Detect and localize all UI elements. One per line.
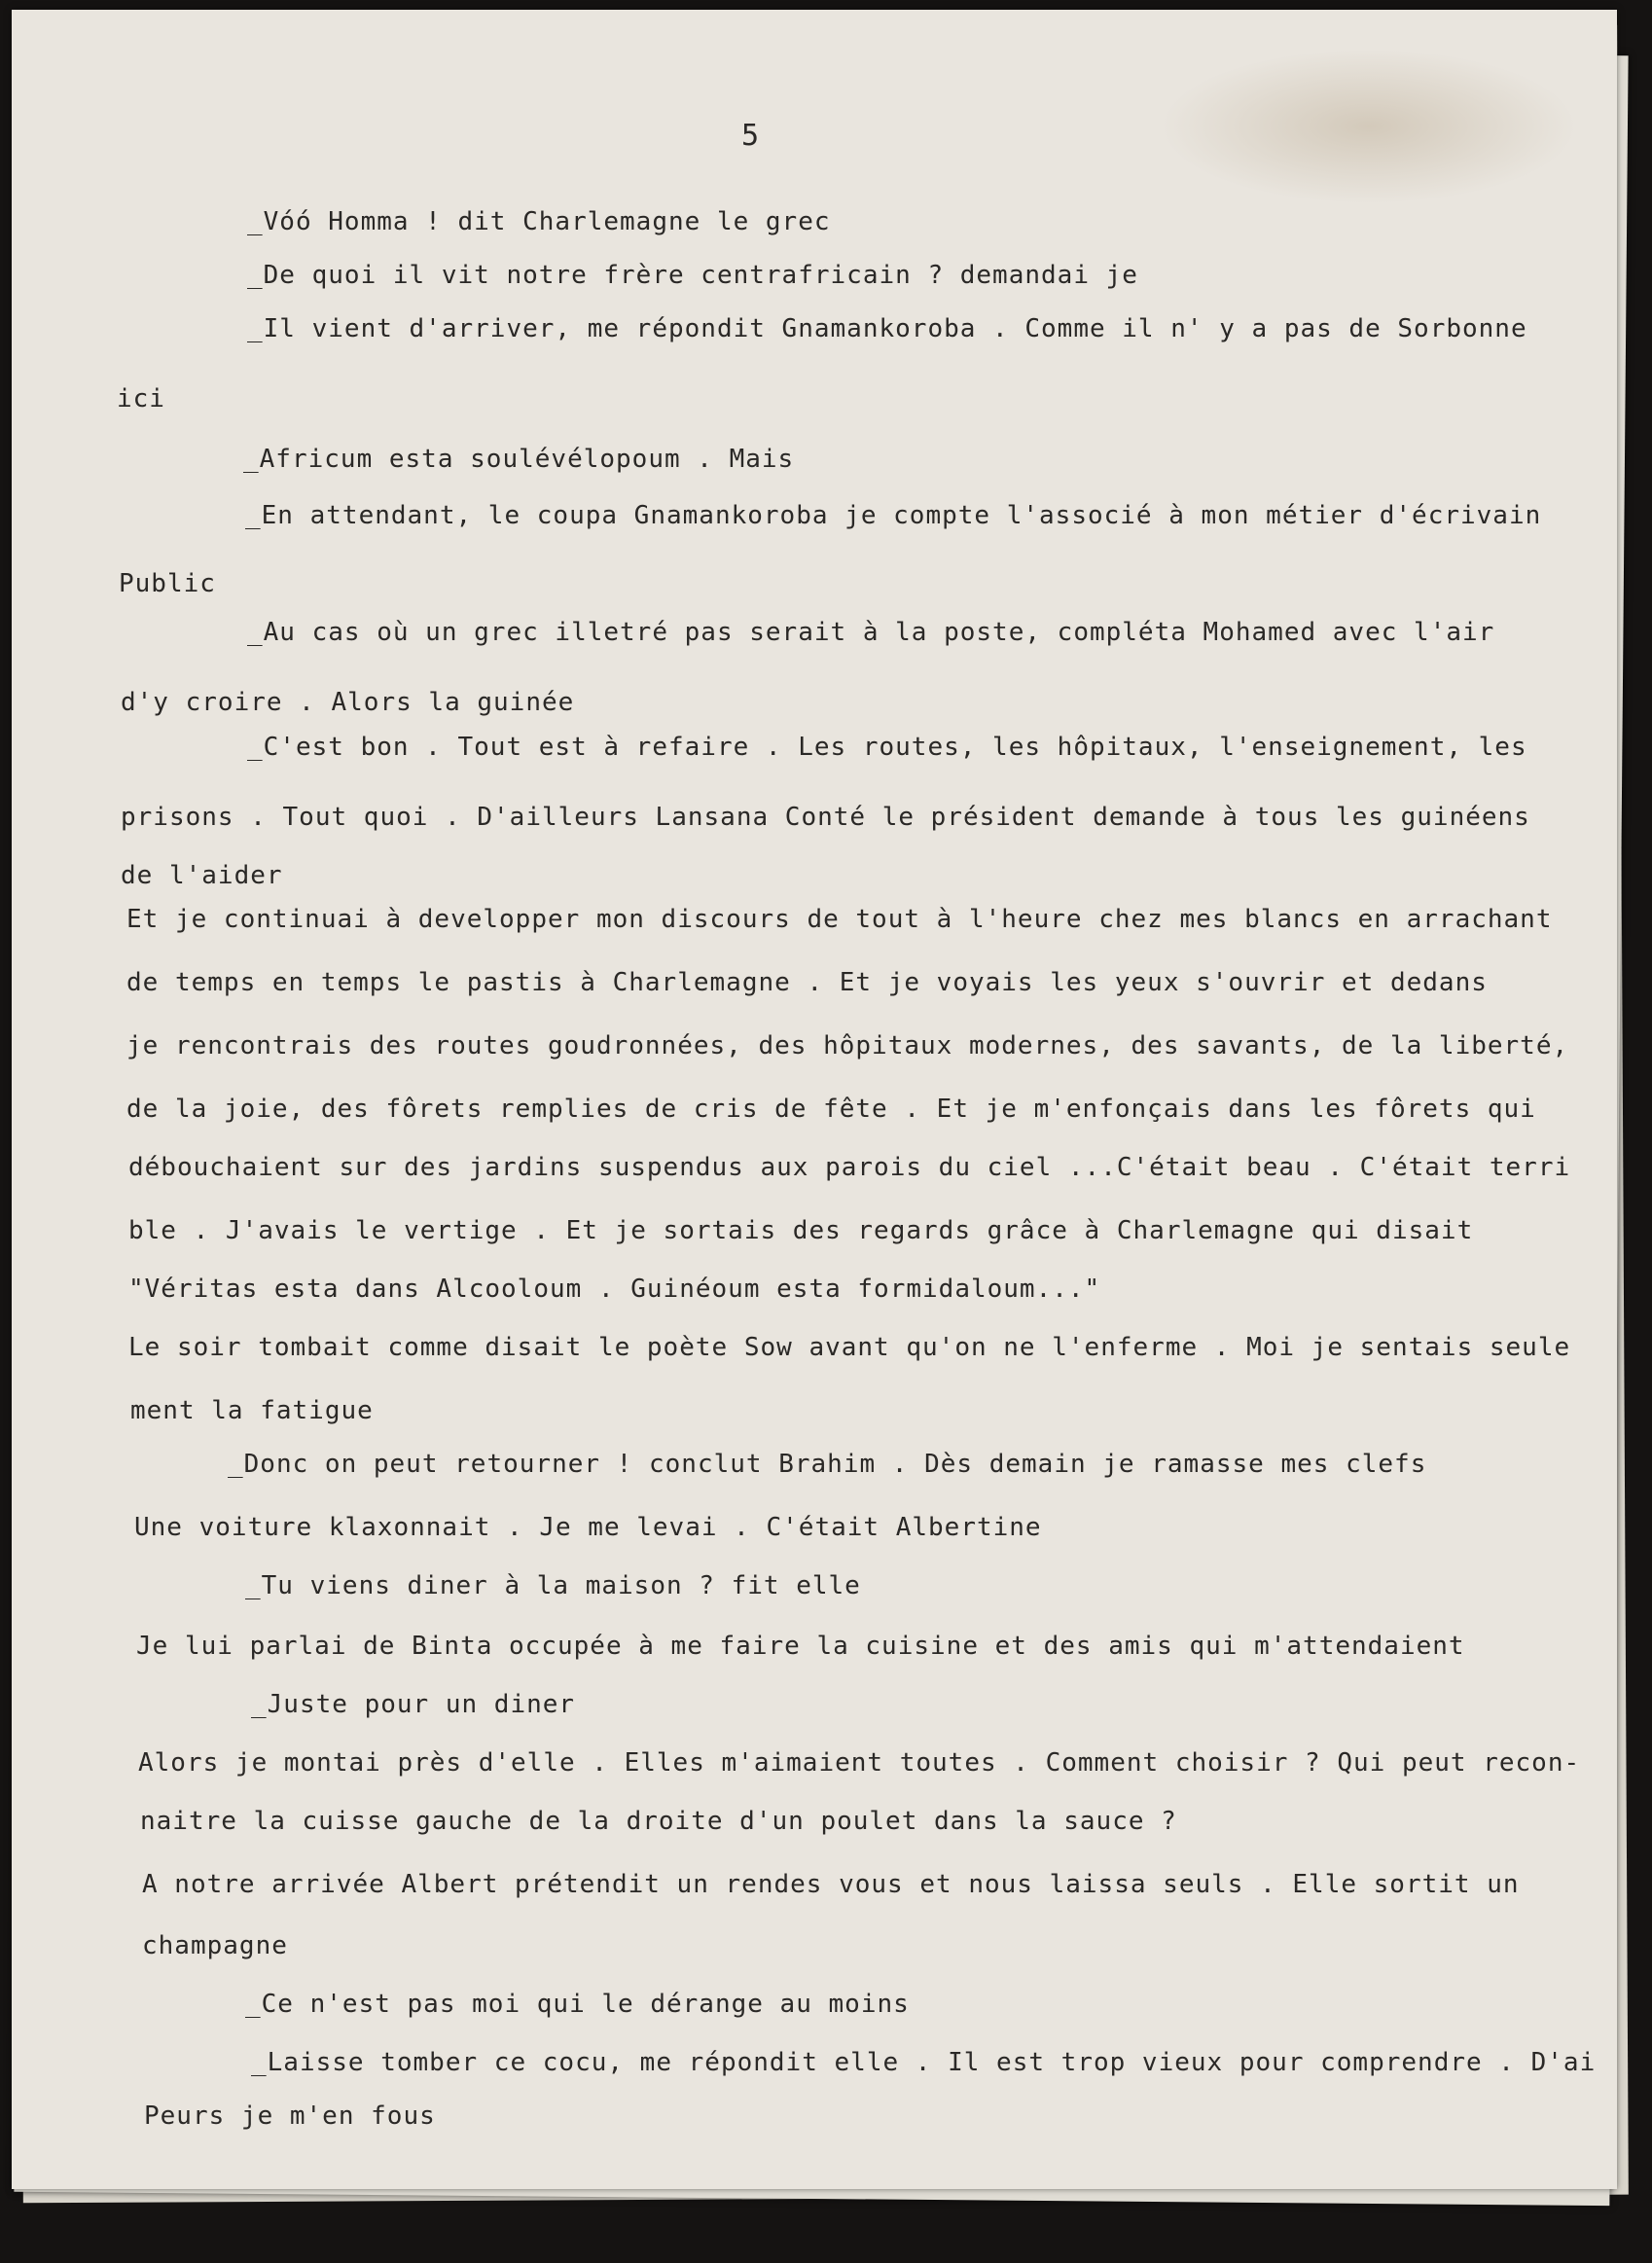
text-line: ici <box>117 384 165 413</box>
text-line: _Laisse tomber ce cocu, me répondit elle . Il est trop vieux pour comprendre . D'ai <box>251 2048 1597 2077</box>
text-line: Alors je montai près d'elle . Elles m'aimaient toutes . Comment choisir ? Qui peut recon- <box>138 1748 1581 1778</box>
water-stain <box>1160 49 1578 204</box>
text-line: A notre arrivée Albert prétendit un rendes vous et nous laissa seuls . Elle sortit un <box>142 1870 1520 1899</box>
text-line: prisons . Tout quoi . D'ailleurs Lansana Conté le président demande à tous les guinéens <box>121 803 1530 832</box>
text-line: _Au cas où un grec illetré pas serait à la poste, compléta Mohamed avec l'air <box>247 618 1495 647</box>
text-line: _Juste pour un diner <box>251 1690 576 1719</box>
text-line: ment la fatigue <box>130 1396 374 1425</box>
text-line: Et je continuai à developper mon discours de tout à l'heure chez mes blancs en arrachant <box>126 905 1553 934</box>
text-line: Je lui parlai de Binta occupée à me faire la cuisine et des amis qui m'attendaient <box>136 1632 1465 1661</box>
text-line: _Donc on peut retourner ! conclut Brahim . Dès demain je ramasse mes clefs <box>228 1450 1427 1479</box>
typed-page <box>12 10 1617 2189</box>
text-line: Public <box>119 569 216 598</box>
text-line: _Ce n'est pas moi qui le dérange au moins <box>245 1990 910 2019</box>
text-line: je rencontrais des routes goudronnées, des hôpitaux modernes, des savants, de la liberté, <box>126 1031 1569 1060</box>
text-line: Une voiture klaxonnait . Je me levai . C'était Albertine <box>134 1513 1042 1542</box>
text-line: _Il vient d'arriver, me répondit Gnamankoroba . Comme il n' y a pas de Sorbonne <box>247 314 1527 343</box>
page-number: 5 <box>741 119 760 153</box>
text-line: de l'aider <box>121 861 283 890</box>
text-line: _Tu viens diner à la maison ? fit elle <box>245 1571 861 1600</box>
text-line: _Africum esta soulévélopoum . Mais <box>243 445 795 474</box>
text-line: _De quoi il vit notre frère centrafricain ? demandai je <box>247 261 1138 290</box>
text-line: _Vóó Homma ! dit Charlemagne le grec <box>247 207 831 236</box>
text-line: de la joie, des fôrets remplies de cris de fête . Et je m'enfonçais dans les fôrets qui <box>126 1095 1536 1124</box>
text-line: champagne <box>142 1931 288 1960</box>
text-line: Le soir tombait comme disait le poète Sow avant qu'on ne l'enferme . Moi je sentais seule <box>128 1333 1571 1362</box>
text-line: Peurs je m'en fous <box>144 2101 436 2131</box>
text-line: ble . J'avais le vertige . Et je sortais des regards grâce à Charlemagne qui disait <box>128 1216 1474 1245</box>
text-line: "Véritas esta dans Alcooloum . Guinéoum esta formidaloum..." <box>128 1275 1101 1304</box>
text-line: _C'est bon . Tout est à refaire . Les routes, les hôpitaux, l'enseignement, les <box>247 733 1527 762</box>
text-line: de temps en temps le pastis à Charlemagne . Et je voyais les yeux s'ouvrir et dedans <box>126 968 1488 997</box>
text-line: d'y croire . Alors la guinée <box>121 688 575 717</box>
text-line: _En attendant, le coupa Gnamankoroba je compte l'associé à mon métier d'écrivain <box>245 501 1542 530</box>
text-line: débouchaient sur des jardins suspendus aux parois du ciel ...C'était beau . C'était terri <box>128 1153 1571 1182</box>
text-line: naitre la cuisse gauche de la droite d'un poulet dans la sauce ? <box>140 1807 1177 1836</box>
